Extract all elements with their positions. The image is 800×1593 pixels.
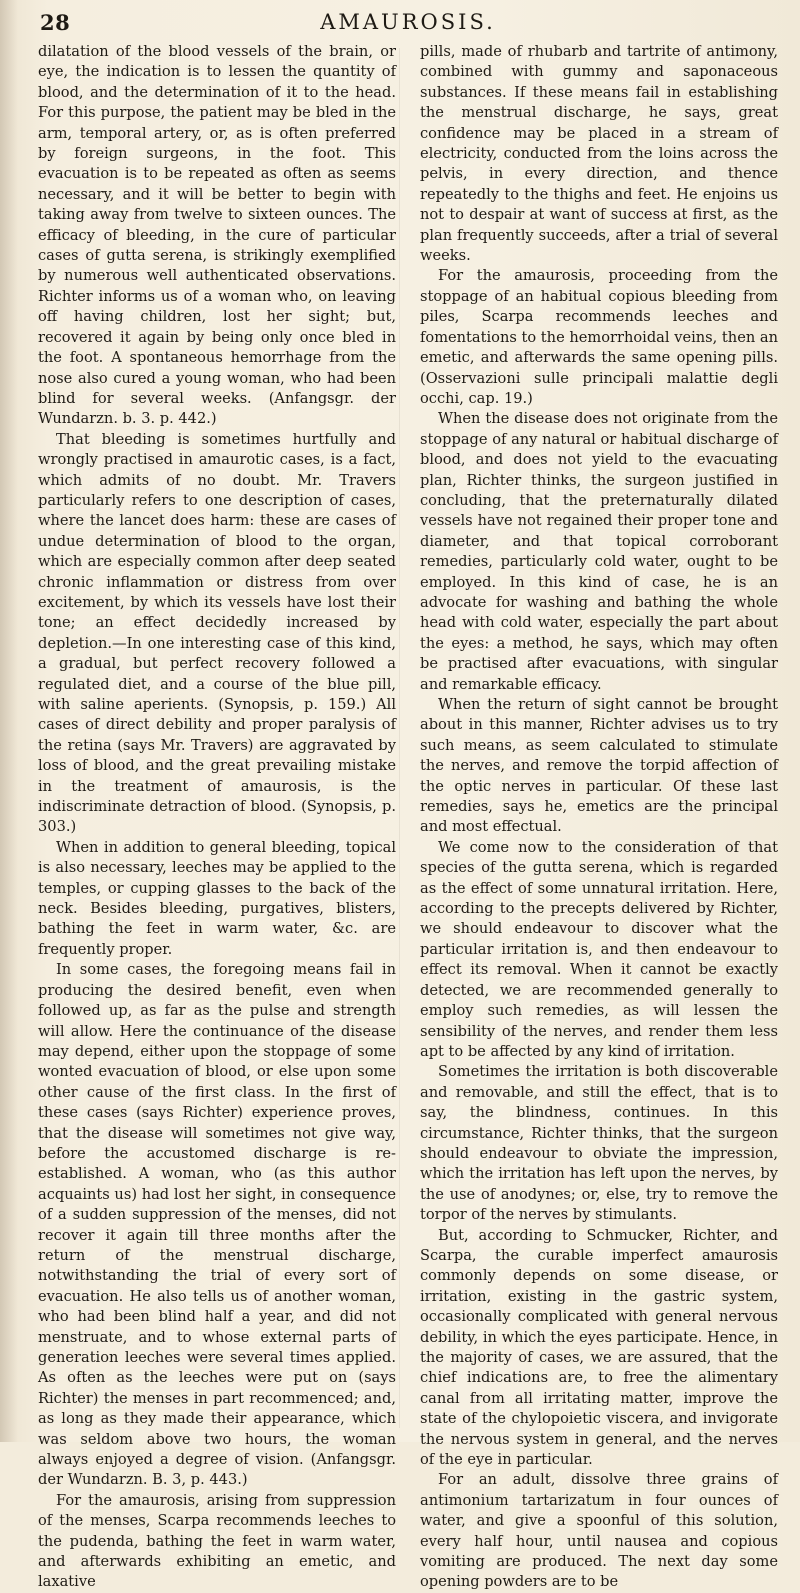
page-edge-shadow	[0, 0, 18, 1442]
paragraph: But, according to Schmucker, Richter, and Scarpa, the curable imperfect amaurosis commonly depends on some disease, or irritation, existing in the gastric system, occasionally complicated with general nervous debility, in which the eyes participate. Hence, in the majority of cases, we are assured, that the chief indications are, to free the alimentary canal from all irritating matter, improve the state of the chylopoietic viscera, and invigorate the nervous system in general, and the nerves of the eye in particular.	[420, 1226, 778, 1469]
text-columns	[38, 42, 778, 1591]
paragraph: When the return of sight cannot be brought about in this manner, Richter advises us to try such means, as seem calculated to stimulate the nerves, and remove the torpid affection of the optic nerves in particular. Of these last remedies, says he, emetics are the principal and most effectual.	[420, 696, 778, 836]
paragraph: In some cases, the foregoing means fail in producing the desired benefit, even when followed up, as far as the pulse and strength will allow. Here the continuance of the disease may depend, either upon the stoppage of some wonted evacuation of blood, or else upon some other cause of the first class. In the first of these cases (says Richter) experience proves, that the disease will sometimes not give way, before the accustomed discharge is re-established. A woman, who (as this author acquaints us) had lost her sight, in consequence of a sudden suppression of the menses, did not recover it again till three months after the return of the menstrual discharge, notwithstanding the trial of every sort of evacuation. He also tells us of another woman, who had been blind half a year, and did not menstruate, and to whose external parts of generation leeches were several times applied. As often as the leeches were put on (says Richter) the menses in part recommenced; and, as long as they made their appearance, which was seldom above two hours, the woman always enjoyed a degree of vision. (Anfangsgr. der Wundarzn. B. 3, p. 443.)	[38, 961, 396, 1489]
paragraph: For an adult, dissolve three grains of antimonium tartarizatum in four ounces of water, and give a spoonful of this solution, every half hour, until nausea and copious vomiting are produced. The next day some opening powders are to be	[420, 1471, 778, 1591]
paragraph: When the disease does not originate from the stoppage of any natural or habitual discharge of blood, and does not yield to the evacuating plan, Richter thinks, the surgeon justified in concluding, that the preternaturally dilated vessels have not regained their proper tone and diameter, and that topical corroborant remedies, particularly cold water, ought to be employed. In this kind of case, he is an advocate for washing and bathing the whole head with cold water, especially the part about the eyes: a method, he says, which may often be practised after evacuations, with singular and remarkable efficacy.	[420, 410, 778, 693]
paragraph: For the amaurosis, arising from suppression of the menses, Scarpa recommends leeches to the pudenda, bathing the feet in warm water, and afterwards exhibiting an emetic, and laxative	[38, 1491, 396, 1591]
paragraph: We come now to the consideration of that species of the gutta serena, which is regarded as the effect of some unnatural irritation. Here, according to the precepts delivered by Richter, we should endeavour to discover what the particular irritation is, and then endeavour to effect its removal. When it cannot be exactly detected, we are recommended generally to employ such remedies, as will lessen the sensibility of the nerves, and render them less apt to be affected by any kind of irritation.	[420, 838, 778, 1060]
paragraph: pills, made of rhubarb and tartrite of antimony, combined with gummy and saponaceous substances. If these means fail in establishing the menstrual discharge, he says, great confidence may be placed in a stream of electricity, conducted from the loins across the pelvis, in every direction, and thence repeatedly to the thighs and feet. He enjoins us not to despair at want of success at first, as the plan frequently succeeds, after a trial of several weeks.	[420, 43, 778, 265]
right-column	[420, 42, 778, 1591]
paragraph: When in addition to general bleeding, topical is also necessary, leeches may be applied to the temples, or cupping glasses to the back of the neck. Besides bleeding, purgatives, blisters, bathing the feet in warm water, &c. are frequently proper.	[38, 838, 396, 958]
paragraph: Sometimes the irritation is both discoverable and removable, and still the effect, that is to say, the blindness, continues. In this circumstance, Richter thinks, that the surgeon should endeavour to obviate the impression, which the irritation has left upon the nerves, by the use of anodynes; or, else, try to remove the torpor of the nerves by stimulants.	[420, 1063, 778, 1224]
paragraph: For the amaurosis, proceeding from the stoppage of an habitual copious bleeding from piles, Scarpa recommends leeches and fomentations to the hemorrhoidal veins, then an emetic, and afterwards the same opening pills. (Osservazioni sulle principali malattie degli occhi, cap. 19.)	[420, 267, 778, 407]
paragraph: That bleeding is sometimes hurtfully and wrongly practised in amaurotic cases, is a fact, which admits of no doubt. Mr. Travers particularly refers to one description of cases, where the lancet does harm: these are cases of undue determination of blood to the organ, which are especially common after deep seated chronic inflammation or distress from over excitement, by which its vessels have lost their tone; an effect decidedly increased by depletion.—In one interesting case of this kind, a gradual, but perfect recovery followed a regulated diet, and a course of the blue pill, with saline aperients. (Synopsis, p. 159.) All cases of direct debility and proper paralysis of the retina (says Mr. Travers) are aggravated by loss of blood, and the great prevailing mistake in the treatment of amaurosis, is the indiscriminate detraction of blood. (Synopsis, p. 303.)	[38, 430, 396, 836]
page-header	[38, 10, 778, 36]
left-column	[38, 42, 396, 1591]
running-title: AMAUROSIS.	[320, 10, 496, 34]
page-number: 28	[40, 10, 71, 35]
paragraph: dilatation of the blood vessels of the brain, or eye, the indication is to lessen the quantity of blood, and the determination of it to the head. For this purpose, the patient may be bled in the arm, temporal artery, or, as is often preferred by foreign surgeons, in the foot. This evacuation is to be repeated as often as seems necessary, and it will be better to begin with taking away from twelve to sixteen ounces. The efficacy of bleeding, in the cure of particular cases of gutta serena, is strikingly exemplified by numerous well authenticated observations. Richter informs us of a woman who, on leaving off having children, lost her sight; but, recovered it again by being only once bled in the foot. A spontaneous hemorrhage from the nose also cured a young woman, who had been blind for several weeks. (Anfangsgr. der Wundarzn. b. 3. p. 442.)	[38, 43, 396, 428]
